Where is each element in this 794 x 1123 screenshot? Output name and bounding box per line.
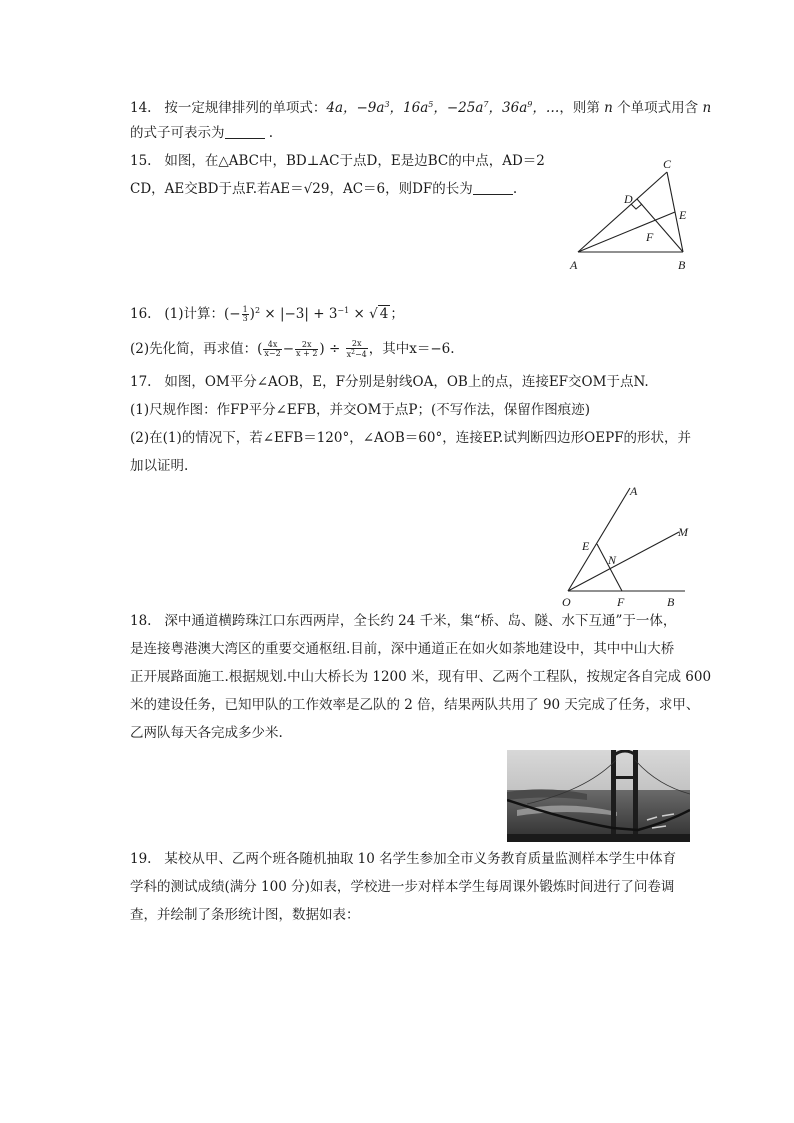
label-c: C xyxy=(663,157,672,171)
segment-ac xyxy=(578,172,667,252)
q19-text-2: 学科的测试成绩(满分 100 分)如表，学校进一步对样本学生每周课外锻炼时间进行了问卷调 xyxy=(130,879,675,895)
q19-number: 19. xyxy=(130,851,152,867)
label-e: E xyxy=(679,208,687,222)
q19-line3 xyxy=(130,906,360,924)
q16-part2-expression: ( $\frac{4x}{x-2}$ − $\frac{2x}{x + 2}$ ) ÷ $\frac{2x}{x^2-4}$ xyxy=(257,339,367,359)
q14-text-c: 个单项式用含 xyxy=(617,100,699,116)
q15-text-2: CD，AE交BD于点F.若AE＝√29，AC＝6，则DF的长为 xyxy=(130,181,473,197)
label-f: F xyxy=(617,595,625,609)
label-a: A xyxy=(570,258,578,272)
q16-number: 16. xyxy=(130,306,152,322)
q18-line3 xyxy=(130,668,711,686)
q14-terms: 4a，$-9a^3$，$16a^5$，$-25a^7$，$36a^9$，… xyxy=(326,100,560,116)
q17-line2 xyxy=(130,401,590,419)
q17-line4 xyxy=(130,457,188,475)
q19-text-1: 某校从甲、乙两个班各随机抽取 10 名学生参加全市义务教育质量监测样本学生中体育 xyxy=(164,851,677,867)
q14-line2-text: 的式子可表示为 xyxy=(130,125,225,141)
q19-text-3: 查，并绘制了条形统计图，数据如表： xyxy=(130,907,360,923)
q18-number: 18. xyxy=(130,613,152,629)
q18-text-4: 米的建设任务，已知甲队的工作效率是乙队的 2 倍，结果两队共用了 90 天完成了任务，求甲、 xyxy=(130,697,700,713)
ray-oa xyxy=(568,488,630,591)
q15-number: 15. xyxy=(130,153,152,169)
label-b: B xyxy=(667,595,675,609)
q18-text-3: 正开展路面施工.根据规划.中山大桥长为 1200 米，现有甲、乙两个工程队，按规定各自完成 600 xyxy=(130,669,712,685)
q16-part1-prefix: (1)计算： xyxy=(164,306,224,322)
q16-part1-expression: (− $\frac{1}{3}$ )$^2 \times |-3| + 3^{-1}$ × √ 4 ； xyxy=(223,305,404,323)
q14-end: . xyxy=(268,125,274,141)
label-f: F xyxy=(646,230,654,244)
q18-text-5: 乙两队每天各完成多少米. xyxy=(130,725,283,741)
q15-line2 xyxy=(130,180,517,198)
q16-line1 xyxy=(130,302,404,323)
label-o: O xyxy=(562,595,571,609)
q14-number: 14. xyxy=(130,100,152,116)
bridge-photo xyxy=(507,750,690,842)
q15-line1 xyxy=(130,152,545,170)
q15-text-1: 如图，在△ABC中，BD⊥AC于点D，E是边BC的中点，AD＝2 xyxy=(164,153,545,169)
segment-ef xyxy=(597,544,622,591)
label-b: B xyxy=(678,258,686,272)
q19-line1 xyxy=(130,850,676,868)
q19-line2 xyxy=(130,878,674,896)
q14-line1 xyxy=(130,96,711,117)
label-d: D xyxy=(624,192,633,206)
q18-line4 xyxy=(130,696,699,714)
q17-number: 17. xyxy=(130,374,152,390)
q17-text-4: 加以证明. xyxy=(130,458,189,474)
q15-triangle-figure xyxy=(560,155,700,275)
q14-line2 xyxy=(130,124,273,142)
label-e: E xyxy=(582,539,590,553)
label-m: M xyxy=(678,525,688,539)
q16-part2-suffix: ，其中x＝−6. xyxy=(368,341,455,357)
q17-line1 xyxy=(130,373,649,391)
q15-end: . xyxy=(512,181,518,197)
q18-line5 xyxy=(130,724,283,742)
q16-line2 xyxy=(130,340,455,359)
q17-text-3: (2)在(1)的情况下，若∠EFB＝120°，∠AOB＝60°，连接EP.试判断四边形OEPF的形状，并 xyxy=(130,430,692,446)
q14-text: 按一定规律排列的单项式： xyxy=(164,100,327,116)
q14-answer-blank xyxy=(225,126,265,139)
segment-bd xyxy=(637,199,683,252)
label-n: N xyxy=(608,553,617,567)
q15-answer-blank xyxy=(473,182,513,195)
q18-line1 xyxy=(130,612,676,630)
q18-line2 xyxy=(130,640,674,658)
q14-var-n-2: n xyxy=(702,100,712,116)
q14-text-b: ，则第 xyxy=(559,100,600,116)
q18-text-1: 深中通道横跨珠江口东西两岸，全长约 24 千米，集“桥、岛、隧、水下互通”于一体， xyxy=(164,613,677,629)
segment-ae xyxy=(578,212,675,252)
q17-line3 xyxy=(130,429,691,447)
q14-var-n: n xyxy=(604,100,613,116)
q16-part2-prefix: (2)先化简，再求值： xyxy=(130,341,258,357)
q18-text-2: 是连接粤港澳大湾区的重要交通枢纽.目前，深中通道正在如火如荼地建设中，其中中山大桥 xyxy=(130,641,675,657)
q17-angle-figure xyxy=(555,480,705,610)
label-a: A xyxy=(630,484,638,498)
q17-text-2: (1)尺规作图：作FP平分∠EFB，并交OM于点P；(不写作法，保留作图痕迹) xyxy=(130,402,591,418)
q17-text-1: 如图，OM平分∠AOB，E，F分别是射线OA，OB上的点，连接EF交OM于点N. xyxy=(164,374,649,390)
